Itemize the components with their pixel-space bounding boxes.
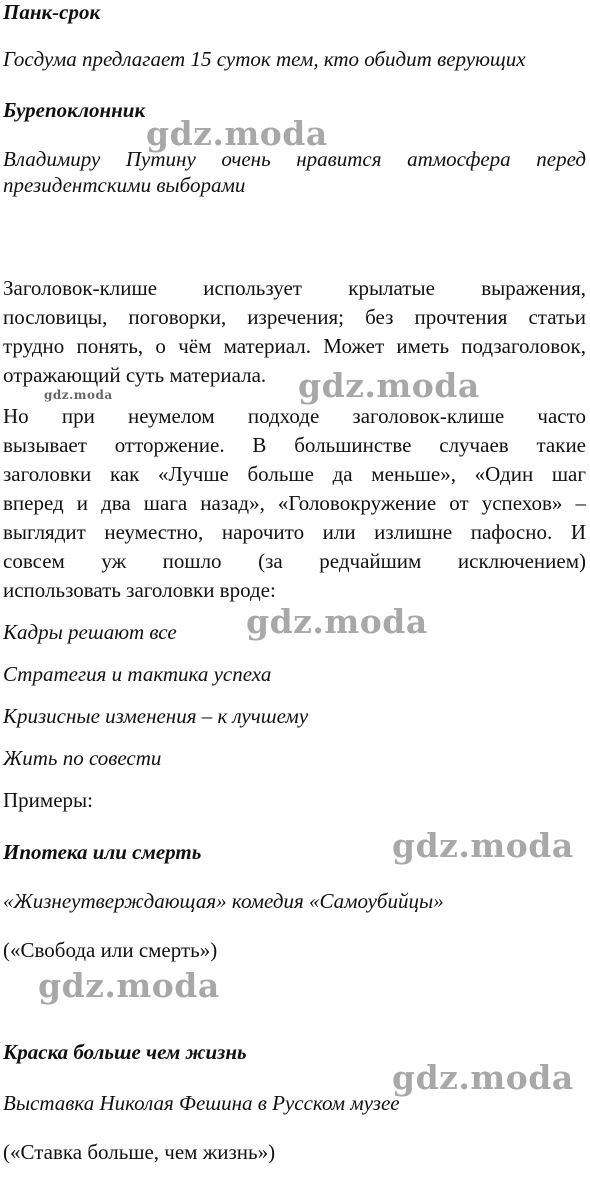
example-1-subtitle: «Жизнеутверждающая» комедия «Самоубийцы»: [3, 889, 444, 913]
headline-2-subtitle-line-1: Владимиру Путину очень нравится атмосфера перед: [3, 147, 586, 171]
paragraph-2-line: выглядит неуместно, нарочито или излишне пафосно. И: [3, 520, 586, 544]
headline-2-subtitle-line-2: президентскими выборами: [3, 173, 246, 197]
paragraph-1-line: отражающий суть материала.: [3, 363, 267, 387]
example-2-title: Краска больше чем жизнь: [3, 1040, 247, 1064]
example-1-origin: («Свобода или смерть»): [3, 938, 218, 962]
paragraph-2-line: совсем уж пошло (за редчайшим исключением): [3, 549, 586, 573]
watermark-logo: gdz.moda: [44, 388, 113, 402]
examples-label: Примеры:: [3, 788, 93, 812]
watermark-logo: gdz.moda: [298, 366, 480, 405]
watermark-logo: gdz.moda: [246, 602, 428, 641]
example-2-origin: («Ставка больше, чем жизнь»): [3, 1140, 276, 1164]
cliche-example: Жить по совести: [3, 746, 162, 770]
cliche-example: Кадры решают все: [3, 620, 177, 644]
paragraph-2-line: вызывает отторжение. В большинстве случаев такие: [3, 433, 586, 457]
example-1-title: Ипотека или смерть: [3, 840, 202, 864]
paragraph-1-line: пословицы, поговорки, изречения; без прочтения статьи: [3, 305, 586, 329]
paragraph-1-line: Заголовок-клише использует крылатые выражения,: [3, 276, 586, 300]
watermark-logo: gdz.moda: [392, 826, 574, 865]
headline-1-subtitle: Госдума предлагает 15 суток тем, кто обидит верующих: [3, 47, 526, 71]
paragraph-2-line: вперед и два шага назад», «Головокружение от успехов» –: [3, 491, 586, 515]
paragraph-1-line: трудно понять, о чём материал. Может иметь подзаголовок,: [3, 334, 586, 358]
paragraph-2-line: Но при неумелом подходе заголовок-клише часто: [3, 404, 586, 428]
watermark-logo: gdz.moda: [392, 1058, 574, 1097]
cliche-example: Стратегия и тактика успеха: [3, 662, 272, 686]
headline-2-title: Бурепоклонник: [3, 98, 146, 122]
cliche-example: Кризисные изменения – к лучшему: [3, 704, 309, 728]
paragraph-2-line: использовать заголовки вроде:: [3, 578, 276, 602]
headline-1-title: Панк-срок: [3, 0, 101, 24]
paragraph-2-line: заголовки как «Лучше больше да меньше», «Один шаг: [3, 462, 586, 486]
watermark-logo: gdz.moda: [38, 966, 220, 1005]
example-2-subtitle: Выставка Николая Фешина в Русском музее: [3, 1091, 400, 1115]
watermark-logo: gdz.moda: [146, 114, 328, 153]
